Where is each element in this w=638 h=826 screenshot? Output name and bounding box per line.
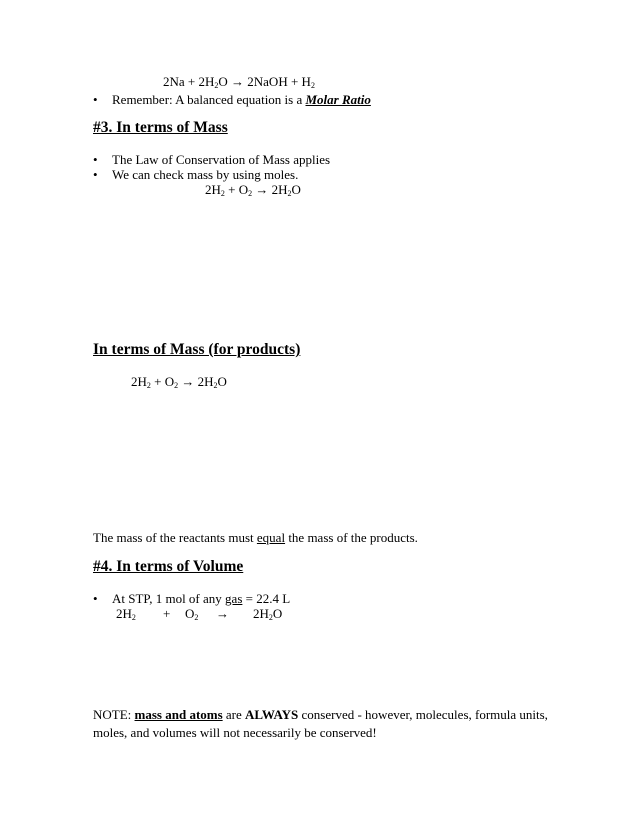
bullet-icon: • xyxy=(93,591,98,606)
section-heading-volume: #4. In terms of Volume xyxy=(93,558,244,575)
equation-water-mass: $2H_2 + O_2 \to 2H_2O$ xyxy=(205,182,301,198)
molar-ratio-emphasis: Molar Ratio xyxy=(305,92,371,107)
section-heading-mass-products: In terms of Mass (for products) xyxy=(93,341,301,358)
stp-statement: At STP, 1 mol of any gas = 22.4 L xyxy=(112,591,291,606)
equation-sodium-water: $2Na + 2H_2O$ → 2NaOH + $H_2$ xyxy=(163,74,315,90)
bullet-check-mass: We can check mass by using moles. xyxy=(112,167,299,182)
remember-text: Remember: A balanced equation is a Molar Ratio xyxy=(112,92,371,107)
bullet-icon: • xyxy=(93,167,98,182)
conservation-note: NOTE: mass and atoms are ALWAYS conserved - however, molecules, formula units, moles, and volumes will not necessarily be conserved! xyxy=(93,707,548,740)
bullet-icon: • xyxy=(93,152,98,167)
section-heading-mass: #3. In terms of Mass xyxy=(93,119,228,136)
equation-water-products: $2H_2 + O_2 \to 2H_2O$ xyxy=(131,374,227,390)
bullet-conservation-law: The Law of Conservation of Mass applies xyxy=(112,152,331,167)
bullet-icon: • xyxy=(93,92,98,107)
mass-statement: The mass of the reactants must equal the mass of the products. xyxy=(93,530,418,545)
